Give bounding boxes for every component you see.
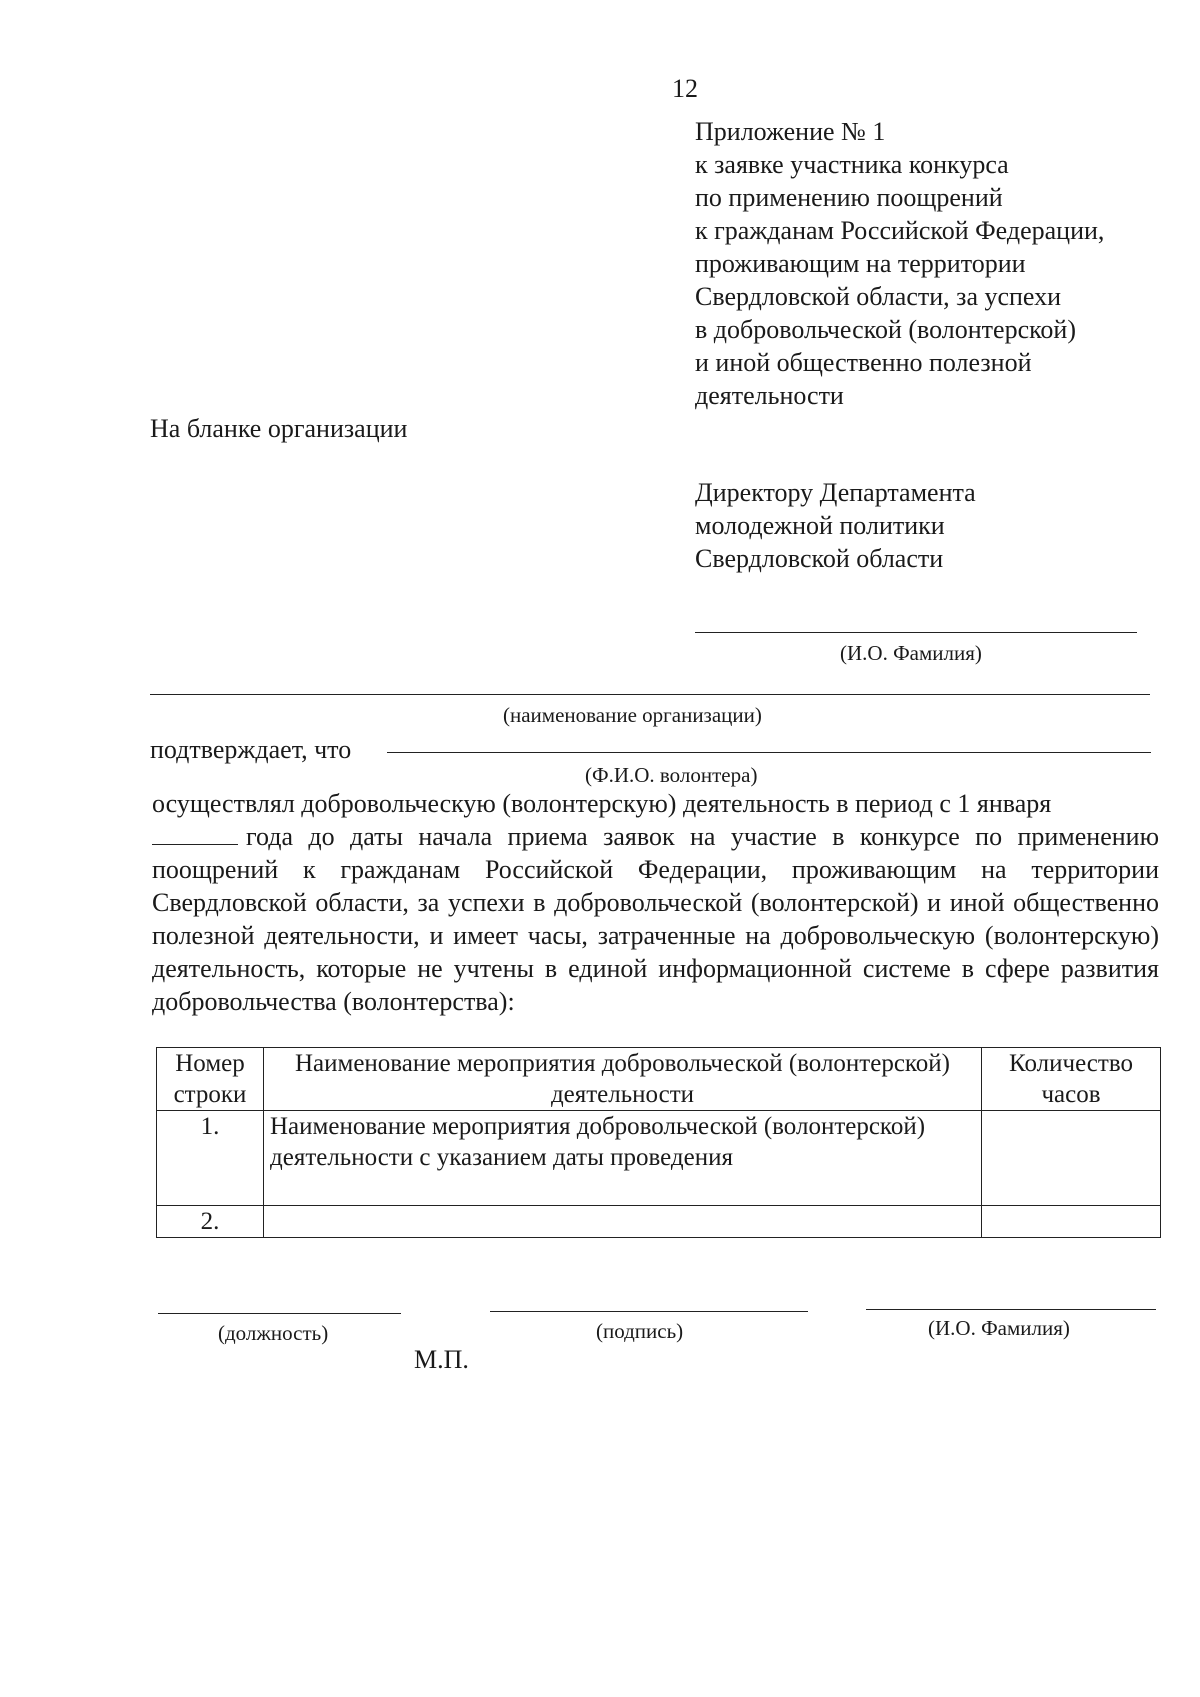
row-number: 1. bbox=[157, 1111, 264, 1206]
appendix-line: деятельности bbox=[695, 381, 844, 410]
addressee-line: Директору Департамента bbox=[695, 478, 976, 507]
table-row bbox=[157, 1206, 1161, 1238]
addressee-block bbox=[695, 476, 976, 575]
appendix-line: к заявке участника конкурса bbox=[695, 150, 1009, 179]
addressee-name-caption: (И.О. Фамилия) bbox=[840, 641, 982, 665]
row-hours bbox=[982, 1111, 1161, 1206]
signer-name-line bbox=[866, 1309, 1156, 1310]
organization-name-line bbox=[150, 694, 1150, 695]
appendix-line: и иной общественно полезной bbox=[695, 348, 1032, 377]
appendix-heading bbox=[695, 115, 1165, 412]
header-event-name: Наименование мероприятия добровольческой (волонтерской) деятельности bbox=[264, 1048, 982, 1111]
stamp-place: М.П. bbox=[414, 1345, 469, 1374]
addressee-line: молодежной политики bbox=[695, 511, 945, 540]
addressee-name-line bbox=[695, 632, 1137, 633]
volunteer-name-line bbox=[387, 752, 1151, 753]
signature-line bbox=[490, 1311, 808, 1312]
appendix-line: Приложение № 1 bbox=[695, 117, 886, 146]
header-number: Номер строки bbox=[157, 1048, 264, 1111]
signature-caption: (подпись) bbox=[596, 1319, 684, 1343]
year-blank-line bbox=[152, 824, 238, 845]
appendix-line: к гражданам Российской Федерации, bbox=[695, 216, 1105, 245]
organization-caption: (наименование организации) bbox=[503, 703, 762, 727]
header-hours: Количество часов bbox=[982, 1048, 1161, 1111]
appendix-line: проживающим на территории bbox=[695, 249, 1026, 278]
events-table bbox=[156, 1047, 1161, 1238]
body-line-1: осуществлял добровольческую (волонтерскую) деятельность в период с 1 января bbox=[152, 789, 1052, 818]
appendix-line: по применению поощрений bbox=[695, 183, 1003, 212]
table-header-row bbox=[157, 1048, 1161, 1111]
page-number: 12 bbox=[672, 74, 698, 103]
row-hours bbox=[982, 1206, 1161, 1238]
body-rest: года до даты начала приема заявок на участие в конкурсе по применению поощрений к гражданам Российской Федерации, проживающим на территории Свердловской области, за успехи в добровольческой (волонтерской) и иной общественно полезной деятельности, и имеет часы, затраченные на добровольческую (волонтерскую) деятельность, которые не учтены в единой информационной системе в сфере развития добровольчества (волонтерства): bbox=[152, 822, 1159, 1016]
appendix-line: Свердловской области, за успехи bbox=[695, 282, 1062, 311]
letterhead-note: На бланке организации bbox=[150, 414, 408, 443]
row-number: 2. bbox=[157, 1206, 264, 1238]
position-line bbox=[158, 1313, 401, 1314]
signer-name-caption: (И.О. Фамилия) bbox=[928, 1316, 1070, 1340]
volunteer-caption: (Ф.И.О. волонтера) bbox=[585, 763, 758, 787]
table-row bbox=[157, 1111, 1161, 1206]
row-event-name: Наименование мероприятия добровольческой (волонтерской) деятельности с указанием даты проведения bbox=[264, 1111, 982, 1206]
appendix-line: в добровольческой (волонтерской) bbox=[695, 315, 1076, 344]
row-event-name bbox=[264, 1206, 982, 1238]
addressee-line: Свердловской области bbox=[695, 544, 944, 573]
body-paragraph bbox=[152, 787, 1159, 1018]
position-caption: (должность) bbox=[218, 1321, 329, 1345]
confirms-label: подтверждает, что bbox=[150, 735, 352, 764]
